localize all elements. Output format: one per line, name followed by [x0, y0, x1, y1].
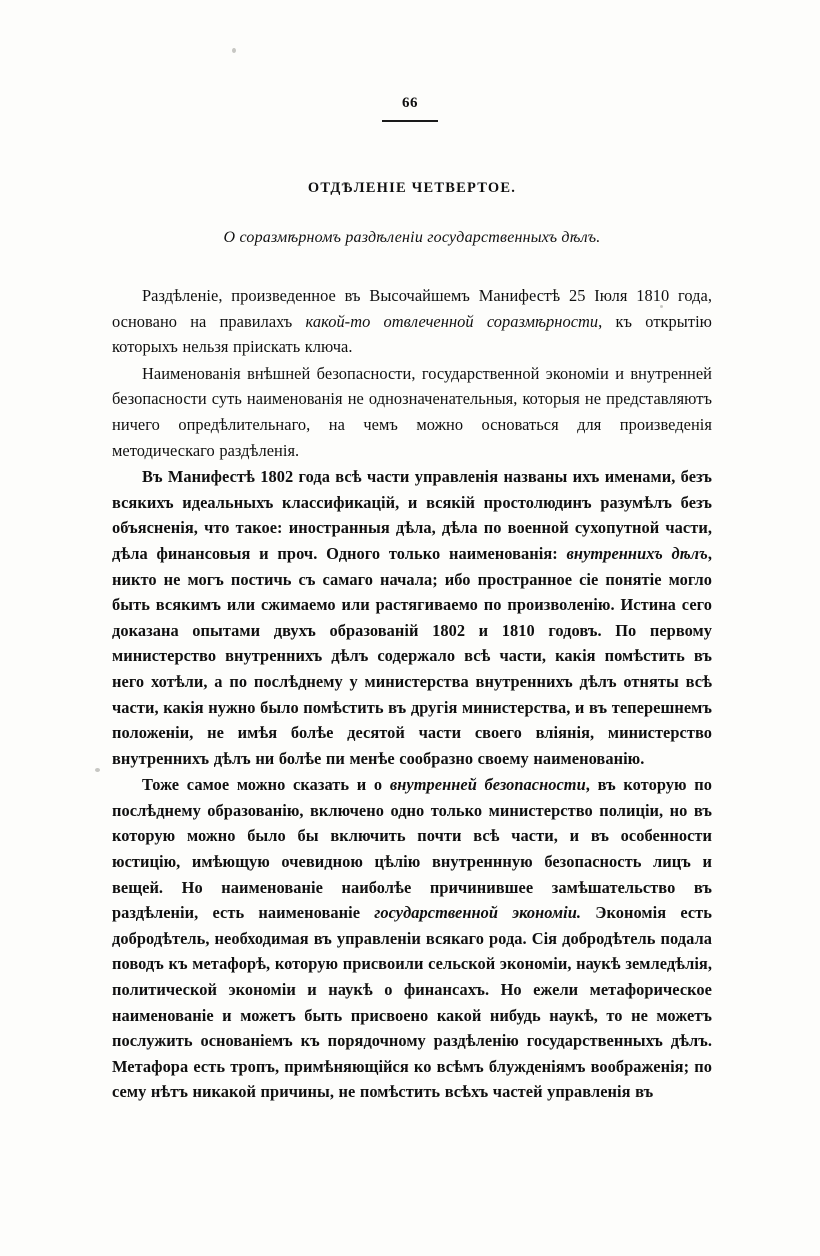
scan-speck: [95, 768, 100, 772]
page-content: [112, 180, 712, 1106]
section-heading: ОТДѢЛЕНІЕ ЧЕТВЕРТОЕ.: [307, 180, 517, 196]
body-paragraph: Въ Манифестѣ 1802 года всѣ части управленія названы ихъ именами, безъ всякихъ идеальныхъ классификацій, и всякій простолюдинъ разумѣлъ безъ объясненія, что такое: иностранныя дѣла, дѣла по военной сухопутной части, дѣла финансовыя и проч. Одного только наименованія: внутреннихъ дѣлъ, никто не могъ постичь съ самаго начала; ибо пространное сіе понятіе могло быть всякимъ или сжимаемо или растягиваемо по произволенію. Истина сего доказана опытами двухъ образованій 1802 и 1810 годовъ. По первому министерство внутреннихъ дѣлъ содержало всѣ части, какія помѣстить въ него хотѣли, а по послѣднему у министерства внутреннихъ дѣлъ отняты всѣ части, какія нужно было помѣстить въ другія министерства, и въ теперешнемъ положеніи, не имѣя болѣе десятой части своего вліянія, министерство внутреннихъ дѣлъ ни болѣе пи менѣе сообразно своему наименованію.: [112, 467, 712, 768]
page-number-rule: [382, 120, 438, 122]
body-paragraph: Раздѣленіе, произведенное въ Высочайшемъ Манифестѣ 25 Іюля 1810 года, основано на правилахъ какой-то отвлеченной соразмѣрности, къ открытію которыхъ нельзя пріискать ключа.: [112, 286, 712, 357]
body-paragraph: Тоже самое можно сказать и о внутренней безопасности, въ которую по послѣднему образованію, включено одно только министерство полиціи, но въ которую можно было бы включить почти всѣ части, и въ особенности юстицію, имѣющую очевидною цѣлію внутреннную безопасность лицъ и вещей. Но наименованіе наиболѣе причинившее замѣшательство въ раздѣленіи, есть наименованіе государственной экономіи. Экономія есть добродѣтель, необходимая въ управленіи всякаго рода. Сія добродѣтель подала поводъ къ метафорѣ, которую присвоили сельской экономіи, наукѣ земледѣлія, политической экономіи и наукѣ о финансахъ. Но ежели метафорическое наименованіе и можетъ быть присвоено какой нибудь наукѣ, то не можетъ послужить основаніемъ къ порядочному раздѣленію государственныхъ дѣлъ. Метафора есть тропъ, примѣняющійся ко всѣмъ блужденіямъ воображенія; по сему нѣтъ никакой причины, не помѣстить всѣхъ частей управленія въ: [112, 775, 712, 1102]
page-number: 66: [402, 95, 418, 111]
body-paragraph: Наименованія внѣшней безопасности, государственной экономіи и внутренней безопасности суть наименованія не однозначенательныя, которыя не представляютъ ничего опредѣлительнаго, на чемъ можно основаться для произведенія методическаго раздѣленія.: [112, 363, 712, 460]
section-subheading: О соразмѣрномъ раздѣленіи государственныхъ дѣлъ.: [223, 229, 601, 246]
scan-speck: [232, 48, 236, 53]
